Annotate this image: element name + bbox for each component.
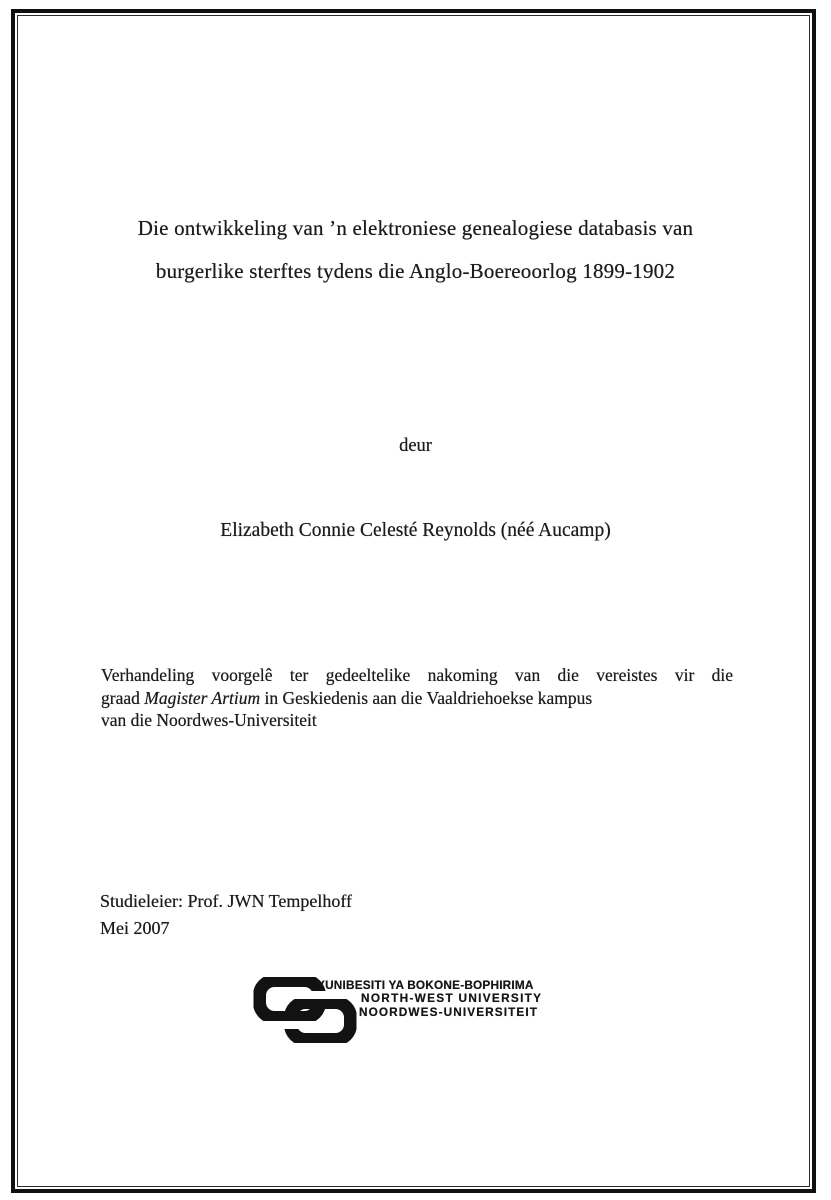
- author-name: Elizabeth Connie Celesté Reynolds (néé Aucamp): [220, 520, 611, 541]
- byline-deur: deur: [399, 436, 432, 456]
- date-line: Mei 2007: [100, 918, 170, 938]
- thesis-title-line-1: Die ontwikkeling van ’n elektroniese genealogiese databasis van: [137, 216, 694, 240]
- degree-name-italic: Magister Artium: [144, 687, 261, 708]
- supervisor-date-block: [100, 888, 352, 942]
- supervisor-line: Studieleier: Prof. JWN Tempelhoff: [100, 891, 353, 911]
- thesis-title-line-2: burgerlike sterftes tydens die Anglo-Boereoorlog 1899-1902: [155, 259, 676, 283]
- submission-line-3: van die Noordwes-Universiteit: [101, 710, 317, 730]
- submission-line-2-suffix: in Geskiedenis aan die Vaaldriehoekse kampus: [260, 687, 593, 708]
- logo-text-setswana: YUNIBESITI YA BOKONE-BOPHIRIMA: [317, 978, 534, 992]
- submission-line-2: [101, 687, 733, 710]
- nwu-logo: [253, 974, 583, 1052]
- submission-statement: [101, 664, 733, 732]
- submission-line-2-prefix: graad: [101, 687, 145, 708]
- logo-text-english: NORTH-WEST UNIVERSITY: [361, 991, 543, 1005]
- submission-line-1: Verhandeling voorgelê ter gedeeltelike nakoming van die vereistes vir die: [101, 665, 733, 685]
- logo-text-afrikaans: NOORDWES-UNIVERSITEIT: [359, 1004, 539, 1019]
